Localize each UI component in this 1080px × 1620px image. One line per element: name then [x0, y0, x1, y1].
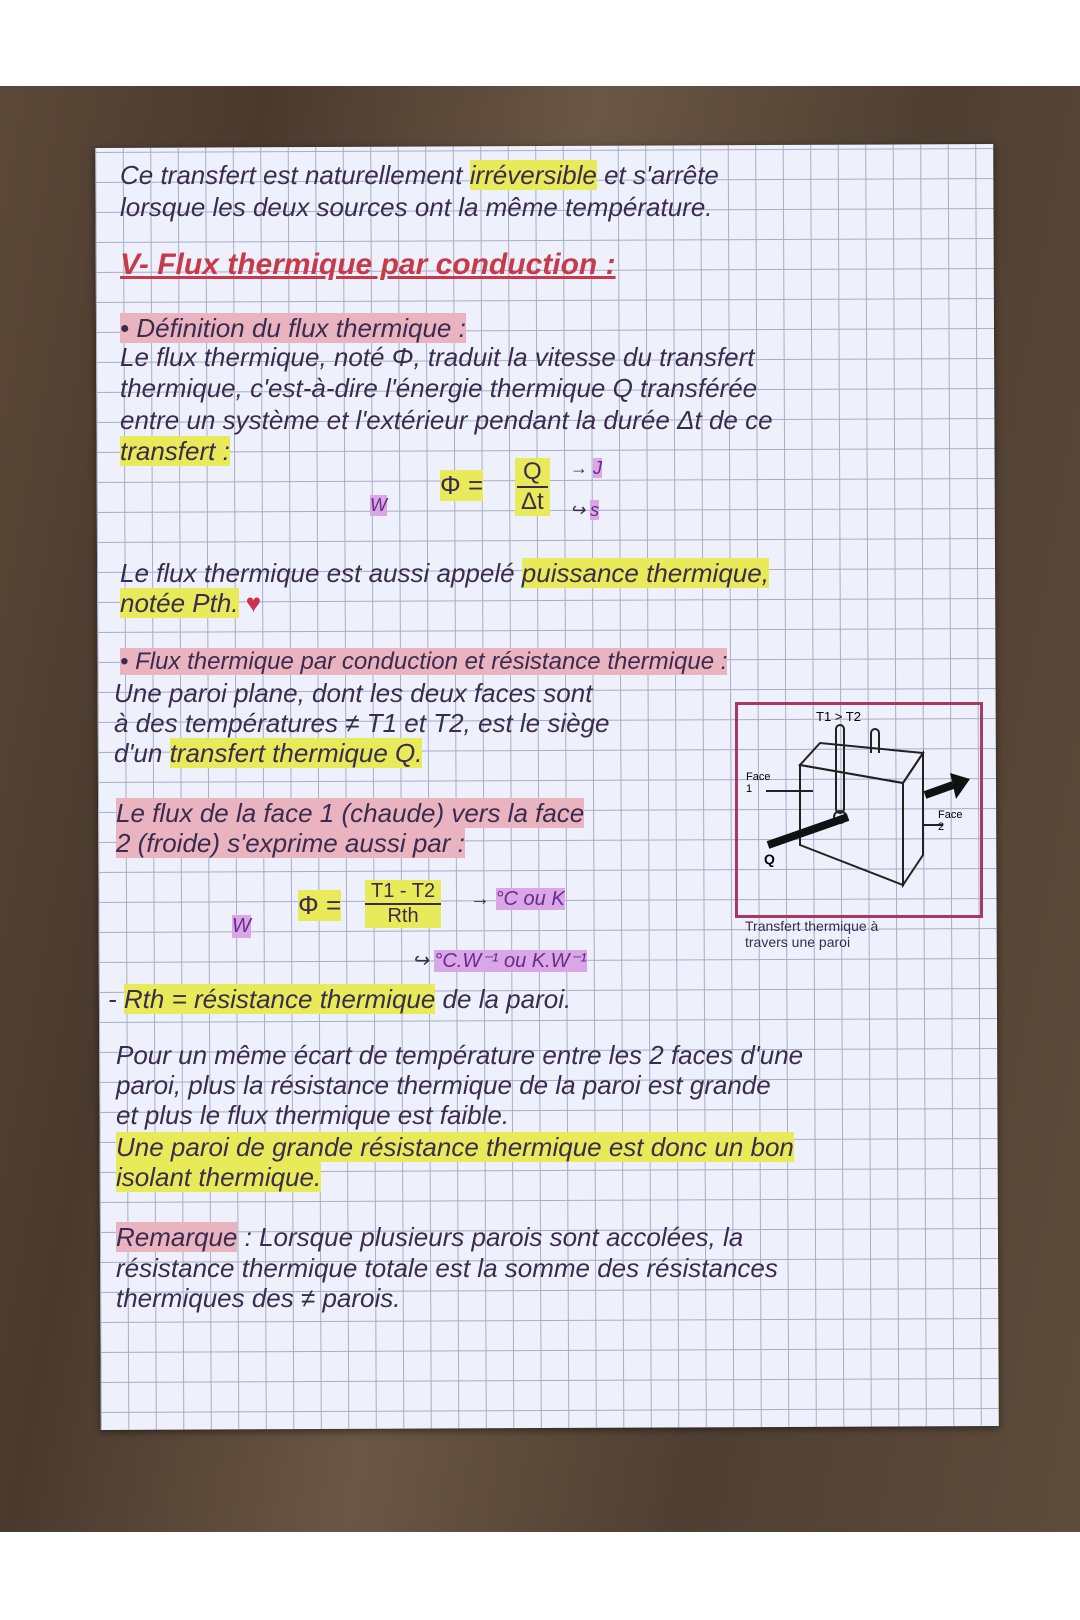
text-line: transfert : [120, 436, 230, 466]
unit-q: J [593, 458, 603, 478]
heart-icon: ♥ [245, 588, 262, 618]
text-line: Ce transfert est naturellement irréversible et s'arrête [120, 160, 719, 190]
text-line: thermique, c'est-à-dire l'énergie thermique Q transférée [120, 373, 758, 403]
text-line: résistance thermique totale est la somme des résistances [116, 1253, 778, 1283]
heat-label: Q [764, 851, 775, 867]
denominator: Rth [387, 905, 419, 927]
text-line: Pour un même écart de température entre les 2 faces d'une [116, 1040, 804, 1070]
text-line: entre un système et l'extérieur pendant la durée Δt de ce [120, 405, 773, 435]
text-line: Une paroi plane, dont les deux faces sont [114, 678, 593, 708]
text-line: et plus le flux thermique est faible. [116, 1100, 510, 1130]
unit-numerator: °C ou K [495, 888, 565, 910]
formula-lhs: Φ = [298, 890, 342, 920]
fraction [515, 458, 550, 516]
face2-label: Face 2 [938, 809, 963, 833]
text-line: Le flux thermique est aussi appelé puissance thermique, [120, 558, 769, 588]
subheading-conduction: • Flux thermique par conduction et résistance thermique : [120, 648, 728, 675]
numerator: Q [517, 458, 548, 488]
text-line: Remarque : Lorsque plusieurs parois sont accolées, la [116, 1222, 744, 1252]
text-line: 2 (froide) s'exprime aussi par : [116, 828, 465, 858]
text-line: thermiques des ≠ parois. [116, 1283, 401, 1313]
remark-label: Remarque [116, 1222, 238, 1252]
text-line: Le flux thermique, noté Φ, traduit la vitesse du transfert [120, 342, 755, 372]
diagram-caption: Transfert thermique à travers une paroi [745, 918, 879, 950]
subheading-definition: • Définition du flux thermique : [120, 313, 466, 343]
unit-phi: W [370, 495, 387, 515]
face1-label: Face 1 [746, 771, 771, 795]
text-line: isolant thermique. [116, 1162, 322, 1192]
section-heading: V- Flux thermique par conduction : [120, 248, 616, 281]
text-line: à des températures ≠ T1 et T2, est le siège [114, 708, 610, 738]
temperature-label: T1 > T2 [816, 709, 861, 724]
text-line: d'un transfert thermique Q. [114, 738, 423, 768]
text-line: Une paroi de grande résistance thermique est donc un bon [116, 1132, 794, 1162]
text-line: lorsque les deux sources ont la même température. [120, 192, 713, 222]
text-line: Le flux de la face 1 (chaude) vers la face [116, 798, 585, 828]
fraction [365, 880, 441, 928]
formula-lhs: Φ = [440, 470, 484, 500]
text-line: - Rth = résistance thermique de la paroi. [108, 984, 572, 1014]
unit-t: s [590, 500, 600, 520]
denominator: Δt [521, 488, 544, 515]
text-line: paroi, plus la résistance thermique de la paroi est grande [116, 1070, 771, 1100]
unit-denominator: °C.W⁻¹ ou K.W⁻¹ [434, 950, 587, 972]
text-line: notée Pth. ♥ [120, 588, 262, 618]
wall-diagram [735, 702, 983, 918]
numerator: T1 - T2 [365, 880, 441, 905]
unit-phi: W [232, 915, 251, 937]
